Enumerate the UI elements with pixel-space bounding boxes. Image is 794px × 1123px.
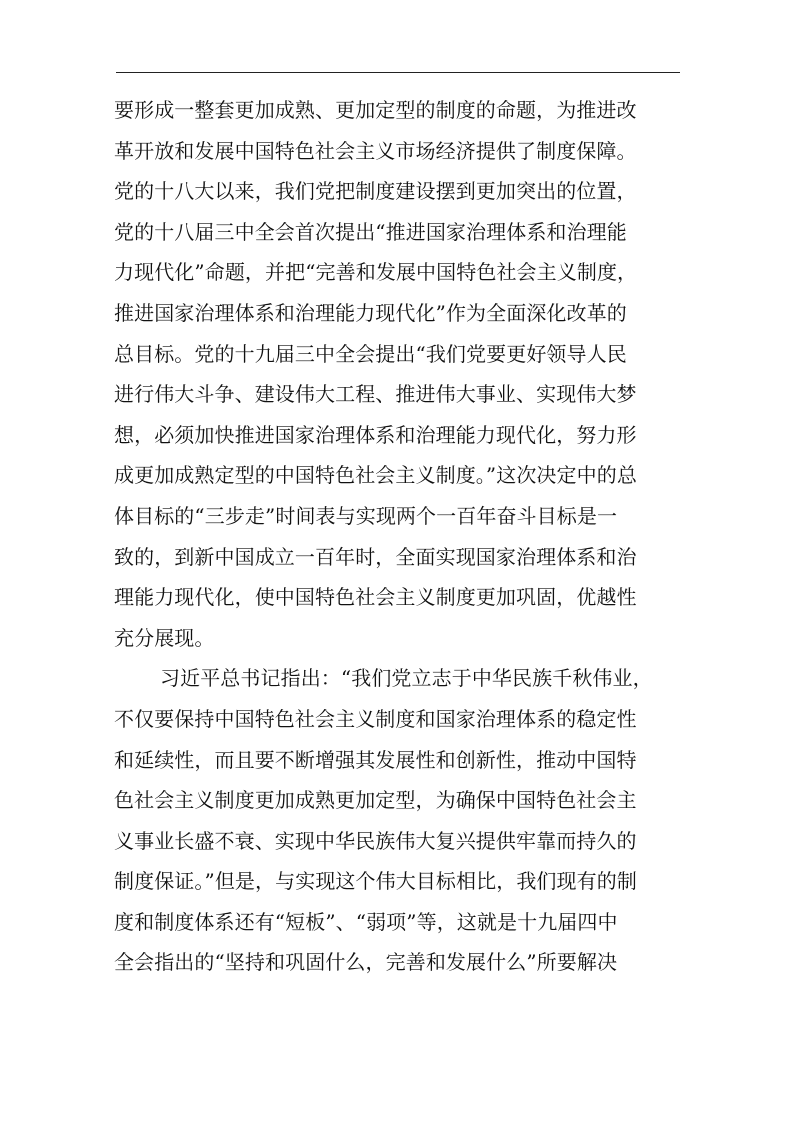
text-line: 度和制度体系还有“短板”、“弱项”等，这就是十九届四中 bbox=[114, 909, 618, 934]
text-line: 革开放和发展中国特色社会主义市场经济提供了制度保障。 bbox=[114, 138, 637, 163]
text-line: 制度保证。”但是，与实现这个伟大目标相比，我们现有的制 bbox=[114, 869, 637, 894]
text-line: 成更加成熟定型的中国特色社会主义制度。”这次决定中的总 bbox=[114, 463, 637, 488]
text-line: 致的，到新中国成立一百年时，全面实现国家治理体系和治 bbox=[114, 544, 637, 569]
header-rule bbox=[116, 72, 680, 73]
text-line: 体目标的“三步走”时间表与实现两个一百年奋斗目标是一 bbox=[114, 503, 618, 528]
text-line: 充分展现。 bbox=[114, 625, 215, 650]
text-line: 推进国家治理体系和治理能力现代化”作为全面深化改革的 bbox=[114, 300, 627, 325]
text-line: 理能力现代化，使中国特色社会主义制度更加巩固，优越性 bbox=[114, 585, 637, 610]
body-text bbox=[114, 90, 694, 983]
text-line: 习近平总书记指出：“我们党立志于中华民族千秋伟业， bbox=[160, 666, 653, 691]
text-line: 党的十八届三中全会首次提出“推进国家治理体系和治理能 bbox=[114, 219, 627, 244]
text-line: 全会指出的“坚持和巩固什么，完善和发展什么”所要解决 bbox=[114, 950, 618, 975]
text-line: 不仅要保持中国特色社会主义制度和国家治理体系的稳定性 bbox=[114, 706, 637, 731]
text-line: 总目标。党的十九届三中全会提出“我们党要更好领导人民 bbox=[114, 341, 627, 366]
text-line: 要形成一整套更加成熟、更加定型的制度的命题，为推进改 bbox=[114, 98, 637, 122]
text-line: 进行伟大斗争、建设伟大工程、推进伟大事业、实现伟大梦 bbox=[114, 382, 637, 407]
text-line: 和延续性，而且要不断增强其发展性和创新性，推动中国特 bbox=[114, 747, 637, 772]
text-line: 党的十八大以来，我们党把制度建设摆到更加突出的位置， bbox=[114, 179, 637, 204]
text-line: 义事业长盛不衰、实现中华民族伟大复兴提供牢靠而持久的 bbox=[114, 828, 637, 853]
text-line: 色社会主义制度更加成熟更加定型，为确保中国特色社会主 bbox=[114, 788, 637, 813]
text-line: 力现代化”命题，并把“完善和发展中国特色社会主义制度， bbox=[114, 260, 638, 285]
text-line: 想，必须加快推进国家治理体系和治理能力现代化，努力形 bbox=[114, 422, 637, 447]
